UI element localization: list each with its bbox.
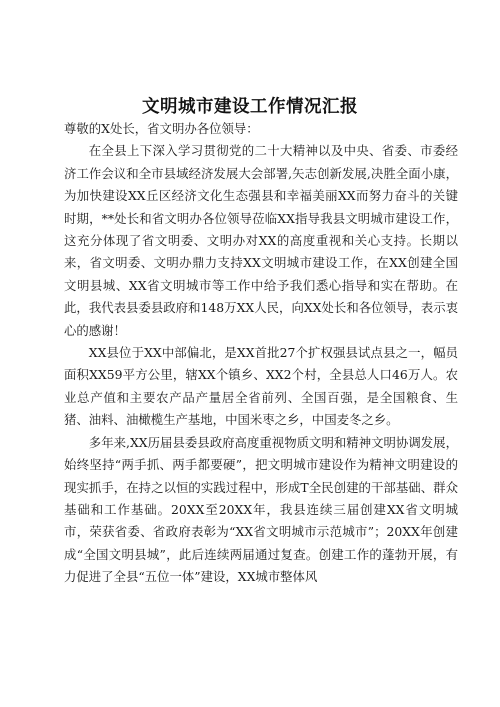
paragraph-3: 多年来,XX历届县委县政府高度重视物质文明和精神文明协调发展，始终坚持“两手抓、两手都要硬”，把文明城市建设作为精神文明建设的现实抓手，在持之以恒的实践过程中，形成T全民创建的干部基础、群众基础和工作基础。20XX至20XX年，我县连续三届创建XX省文明城市，荣获省委、省政府表彰为“XX省文明城市示范城市”；20XX年创建成“全国文明县城”，此后连续两届通过复查。创建工作的蓬勃开展，有力促进了全县“五位一体”建设，XX城市整体风 [64,434,458,585]
document-body [64,118,458,589]
paragraph-2: XX县位于XX中部偏北，是XX首批27个扩权强县试点县之一，幅员面积XX59平方公里，辖XX个镇乡、XX2个村，全县总人口46万人。农业总产值和主要农产品产量居全省前列、全国百强，是全国粮食、生猪、油料、油橄榄生产基地，中国米枣之乡，中国麦冬之乡。 [64,345,458,428]
paragraph-1: 在全县上下深入学习贯彻党的二十大精神以及中央、省委、市委经济工作会议和全市县域经济发展大会部署,矢志创新发展,决胜全面小康，为加快建设XX丘区经济文化生态强县和幸福美丽XX而努力奋斗的关键时期，**处长和省文明办各位领导莅临XX指导我县文明城市建设工作，这充分体现了省文明委、文明办对XX的高度重视和关心支持。长期以来，省文明委、文明办鼎力支持XX文明城市建设工作，在XX创建全国文明县城、XX省文明城市等工作中给予我们悉心指导和实在帮助。在此，我代表县委县政府和148万XX人民，向XX处长和各位领导，表示衷心的感谢！ [64,143,458,338]
document-title: 文明城市建设工作情况汇报 [142,97,358,117]
salutation: 尊敬的X处长，省文明办各位领导： [64,121,259,136]
